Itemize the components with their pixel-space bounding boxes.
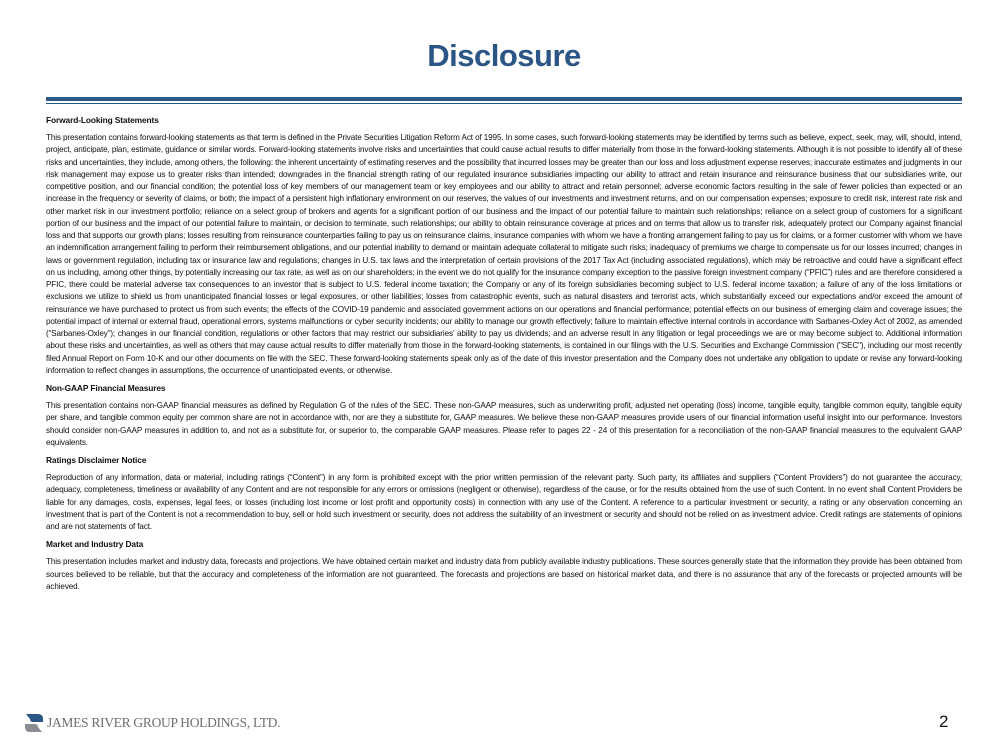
- page-number: 2: [939, 712, 949, 731]
- company-logo: [24, 712, 280, 734]
- section-forward-looking: [46, 114, 962, 377]
- section-paragraph: This presentation includes market and industry data, forecasts and projections. We have obtained certain market and industry data from publicly available industry publications. These sources generally state that the information they provide has been obtained from sources believed to be reliable, but that the accuracy and completeness of the information are not guaranteed. The forecasts and projections are based on historical market data, and there is no assurance that any of the forecasts or projected amounts will be achieved.: [46, 557, 962, 591]
- section-heading: Ratings Disclaimer Notice: [46, 455, 147, 465]
- section-paragraph: This presentation contains forward-looking statements as that term is defined in the Private Securities Litigation Reform Act of 1995. In some cases, such forward-looking statements may be identified by terms such as believe, expect, seek, may, will, should, intend, project, anticipate, plan, estimate, guidance or similar words. Forward-looking statements involve risks and uncertainties that could cause actual results to differ materially from those in the forward-looking statements. Although it is not possible to identify all of these risks and uncertainties, they include, among others, the following: the inherent uncertainty of estimating reserves and the possibility that incurred losses may be greater than our loss and loss adjustment expense reserves; inaccurate estimates and judgments in our risk management may expose us to greater risks than intended; downgrades in the financial strength rating of our regulated insurance subsidiaries impacting our ability to attract and retain insurance and reinsurance business that our subsidiaries write, our competitive position, and our financial condition; the potential loss of key members of our management team or key employees and our ability to attract and retain personnel; adverse economic factors resulting in the sale of fewer policies than expected or an increase in the frequency or severity of claims, or both; the impact of a persistent high inflationary environment on our reserves, the values of our investments and investment returns, and on our compensation expenses; exposure to credit risk, interest rate risk and other market risk in our investment portfolio; reliance on a select group of brokers and agents for a significant portion of our business and the impact of our potential failure to maintain such relationships; reliance on a select group of customers for a significant portion of our business and the impact of our potential failure to maintain, or decision to terminate, such relationships; our ability to obtain reinsurance coverage at prices and on terms that allow us to transfer risk, adequately protect our Company against financial loss and that supports our growth plans; losses resulting from reinsurance counterparties failing to pay us on reinsurance claims, insurance companies with whom we have a fronting arrangement failing to pay us for claims, or a former customer with whom we have an indemnification arrangement failing to perform their reimbursement obligations, and our potential inability to demand or maintain adequate collateral to mitigate such risks; inadequacy of premiums we charge to compensate us for our losses incurred; changes in laws or government regulation, including tax or insurance law and regulations; changes in U.S. tax laws and the interpretation of certain provisions of the 2017 Tax Act (including associated regulations), which may be retroactive and could have a significant effect on us including, among other things, by potentially increasing our tax rate, as well as on our shareholders; in the event we do not qualify for the insurance company exception to the passive foreign investment company (“PFIC”) rules and are therefore considered a PFIC, there could be material adverse tax consequences to an investor that is subject to U.S. federal income taxation; the Company or any of its foreign subsidiaries becoming subject to U.S. federal income taxation; a failure of any of the loss limitations or exclusions we utilize to shield us from unanticipated financial losses or legal exposures, or other liabilities; losses from catastrophic events, such as natural disasters and terrorist acts, which substantially exceed our expectations and/or exceed the amount of reinsurance we have purchased to protect us from such events; the effects of the COVID-19 pandemic and associated government actions on our operations and financial performance; potential effects on our business of emerging claim and coverage issues; the potential impact of internal or external fraud, operational errors, systems malfunctions or cyber security incidents; our ability to manage our growth effectively; failure to maintain effective internal controls in accordance with Sarbanes-Oxley Act of 2002, as amended (“Sarbanes-Oxley”); changes in our financial condition, regulations or other factors that may restrict our subsidiaries’ ability to pay us dividends; and an adverse result in any litigation or legal proceedings we are or may become subject to. Additional information about these risks and uncertainties, as well as others that may cause actual results to differ materially from those in the forward-looking statements, is contained in our filings with the U.S. Securities and Exchange Commission ("SEC"), including our most recently filed Annual Report on Form 10-K and our other documents on file with the SEC. These forward-looking statements speak only as of the date of this investor presentation and the Company does not undertake any obligation to update or revise any forward-looking information to reflect changes in assumptions, the occurrence of unanticipated events, or otherwise.: [46, 133, 962, 375]
- page-title: Disclosure: [427, 38, 581, 73]
- section-market-data: [46, 538, 962, 593]
- section-paragraph: This presentation contains non-GAAP financial measures as defined by Regulation G of the rules of the SEC. These non-GAAP measures, such as underwriting profit, adjusted net operating (loss) income, tangible equity, tangible common equity, tangible equity per share, and tangible common equity per common share are not in accordance with, nor are they a substitute for, GAAP measures. We believe these non-GAAP measures provide users of our financial information useful insight into our performance. Investors should consider non-GAAP measures in addition to, and not as a substitute for, or superior to, the comparable GAAP measures. Please refer to pages 22 - 24 of this presentation for a reconciliation of the non-GAAP financial measures to the equivalent GAAP equivalents.: [46, 401, 962, 447]
- logo-swirl-icon: [24, 712, 44, 734]
- section-heading: Non-GAAP Financial Measures: [46, 383, 166, 393]
- title-divider-thick: [46, 97, 962, 101]
- title-divider-thin: [46, 103, 962, 104]
- section-heading: Market and Industry Data: [46, 539, 144, 550]
- logo-text: JAMES RIVER GROUP HOLDINGS, LTD.: [47, 715, 281, 730]
- section-heading: Forward-Looking Statements: [46, 115, 159, 125]
- section-paragraph: Reproduction of any information, data or material, including ratings (“Content”) in any form is prohibited except with the prior written permission of the relevant party. Such party, its affiliates and suppliers (“Content Providers”) do not guarantee the accuracy, adequacy, completeness, timeliness or availability of any Content and are not responsible for any errors or omissions (negligent or otherwise), regardless of the cause, or for the results obtained from the use of such Content. In no event shall Content Providers be liable for any damages, costs, expenses, legal fees, or losses (including lost income or lost profit and opportunity costs) in connection with any use of the Content. A reference to a particular investment or security, a rating or any observation concerning an investment that is part of the Content is not a recommendation to buy, sell or hold such investment or security, does not address the suitability of an investment or security and should not be relied on as investment advice. Credit ratings are statements of opinions and are not statements of fact.: [46, 473, 962, 531]
- section-ratings-disclaimer: [46, 454, 962, 533]
- disclosure-body: [46, 114, 962, 598]
- section-non-gaap: [46, 382, 962, 449]
